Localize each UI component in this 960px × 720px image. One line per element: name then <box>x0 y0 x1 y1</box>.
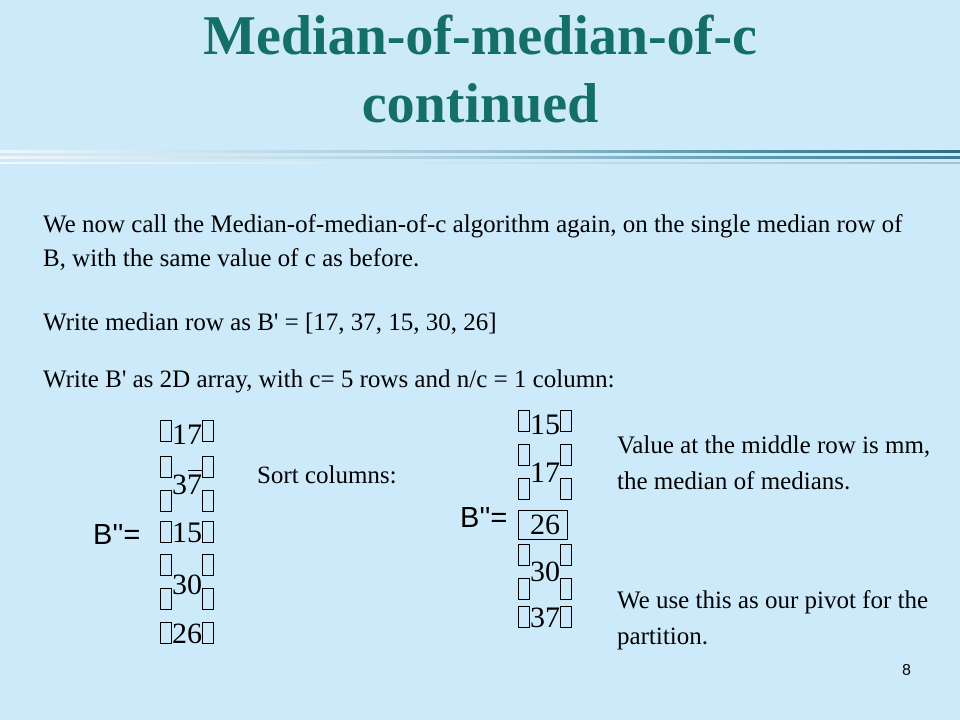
matrix-left-cell: 15 <box>172 516 202 549</box>
title-divider-3 <box>0 162 960 164</box>
bracket-glyph <box>160 490 172 512</box>
matrix-right-name: B''= <box>460 502 508 534</box>
bracket-glyph <box>560 544 572 566</box>
sort-columns-label: Sort columns: <box>257 462 397 489</box>
bracket-glyph <box>202 622 214 644</box>
bracket-glyph <box>518 444 530 466</box>
slide-number: 8 <box>902 662 911 679</box>
bracket-glyph <box>560 444 572 466</box>
bracket-glyph <box>202 521 214 543</box>
title-line-2: continued <box>361 73 599 135</box>
slide-title <box>0 2 960 138</box>
bracket-glyph <box>518 410 530 432</box>
bracket-glyph <box>160 622 172 644</box>
bracket-glyph <box>160 456 172 478</box>
bracket-glyph <box>560 410 572 432</box>
middle-row-note: Value at the middle row is mm, the median of medians. <box>617 432 931 495</box>
bracket-glyph <box>160 420 172 442</box>
intro-paragraph: We now call the Median-of-median-of-c algorithm again, on the single median row of B, with the same value of c as before. <box>43 211 903 272</box>
array-paragraph: Write B' as 2D array, with c= 5 rows and n/c = 1 column: <box>43 366 615 393</box>
bracket-glyph <box>560 478 572 500</box>
matrix-left-cell: 37 <box>172 468 202 501</box>
title-line-1: Median-of-median-of-c <box>203 5 757 67</box>
bracket-glyph <box>560 578 572 600</box>
bracket-glyph <box>202 554 214 576</box>
matrix-right-cell: 26 <box>530 508 560 541</box>
matrix-left-name: B''= <box>93 519 141 551</box>
matrix-left-cell: 17 <box>172 418 202 451</box>
pivot-note: We use this as our pivot for the partition. <box>617 587 929 650</box>
bracket-glyph <box>160 588 172 610</box>
bracket-glyph <box>518 578 530 600</box>
title-divider-2 <box>0 156 960 159</box>
bracket-glyph <box>202 456 214 478</box>
bracket-glyph <box>202 420 214 442</box>
bracket-glyph <box>518 606 530 628</box>
bracket-glyph <box>560 606 572 628</box>
bracket-glyph <box>160 554 172 576</box>
matrix-right-cell: 17 <box>530 456 560 489</box>
median-row-paragraph: Write median row as B' = [17, 37, 15, 30, 26] <box>43 309 497 336</box>
bracket-glyph <box>518 478 530 500</box>
matrix-left-cell: 26 <box>172 617 202 650</box>
bracket-glyph <box>160 521 172 543</box>
bracket-glyph <box>518 544 530 566</box>
matrix-left-cell: 30 <box>172 568 202 601</box>
title-divider-1 <box>0 150 960 153</box>
matrix-right-cell: 37 <box>530 601 560 634</box>
bracket-glyph <box>202 588 214 610</box>
matrix-right-cell: 30 <box>530 555 560 588</box>
bracket-glyph <box>202 490 214 512</box>
matrix-right-cell: 15 <box>530 408 560 441</box>
